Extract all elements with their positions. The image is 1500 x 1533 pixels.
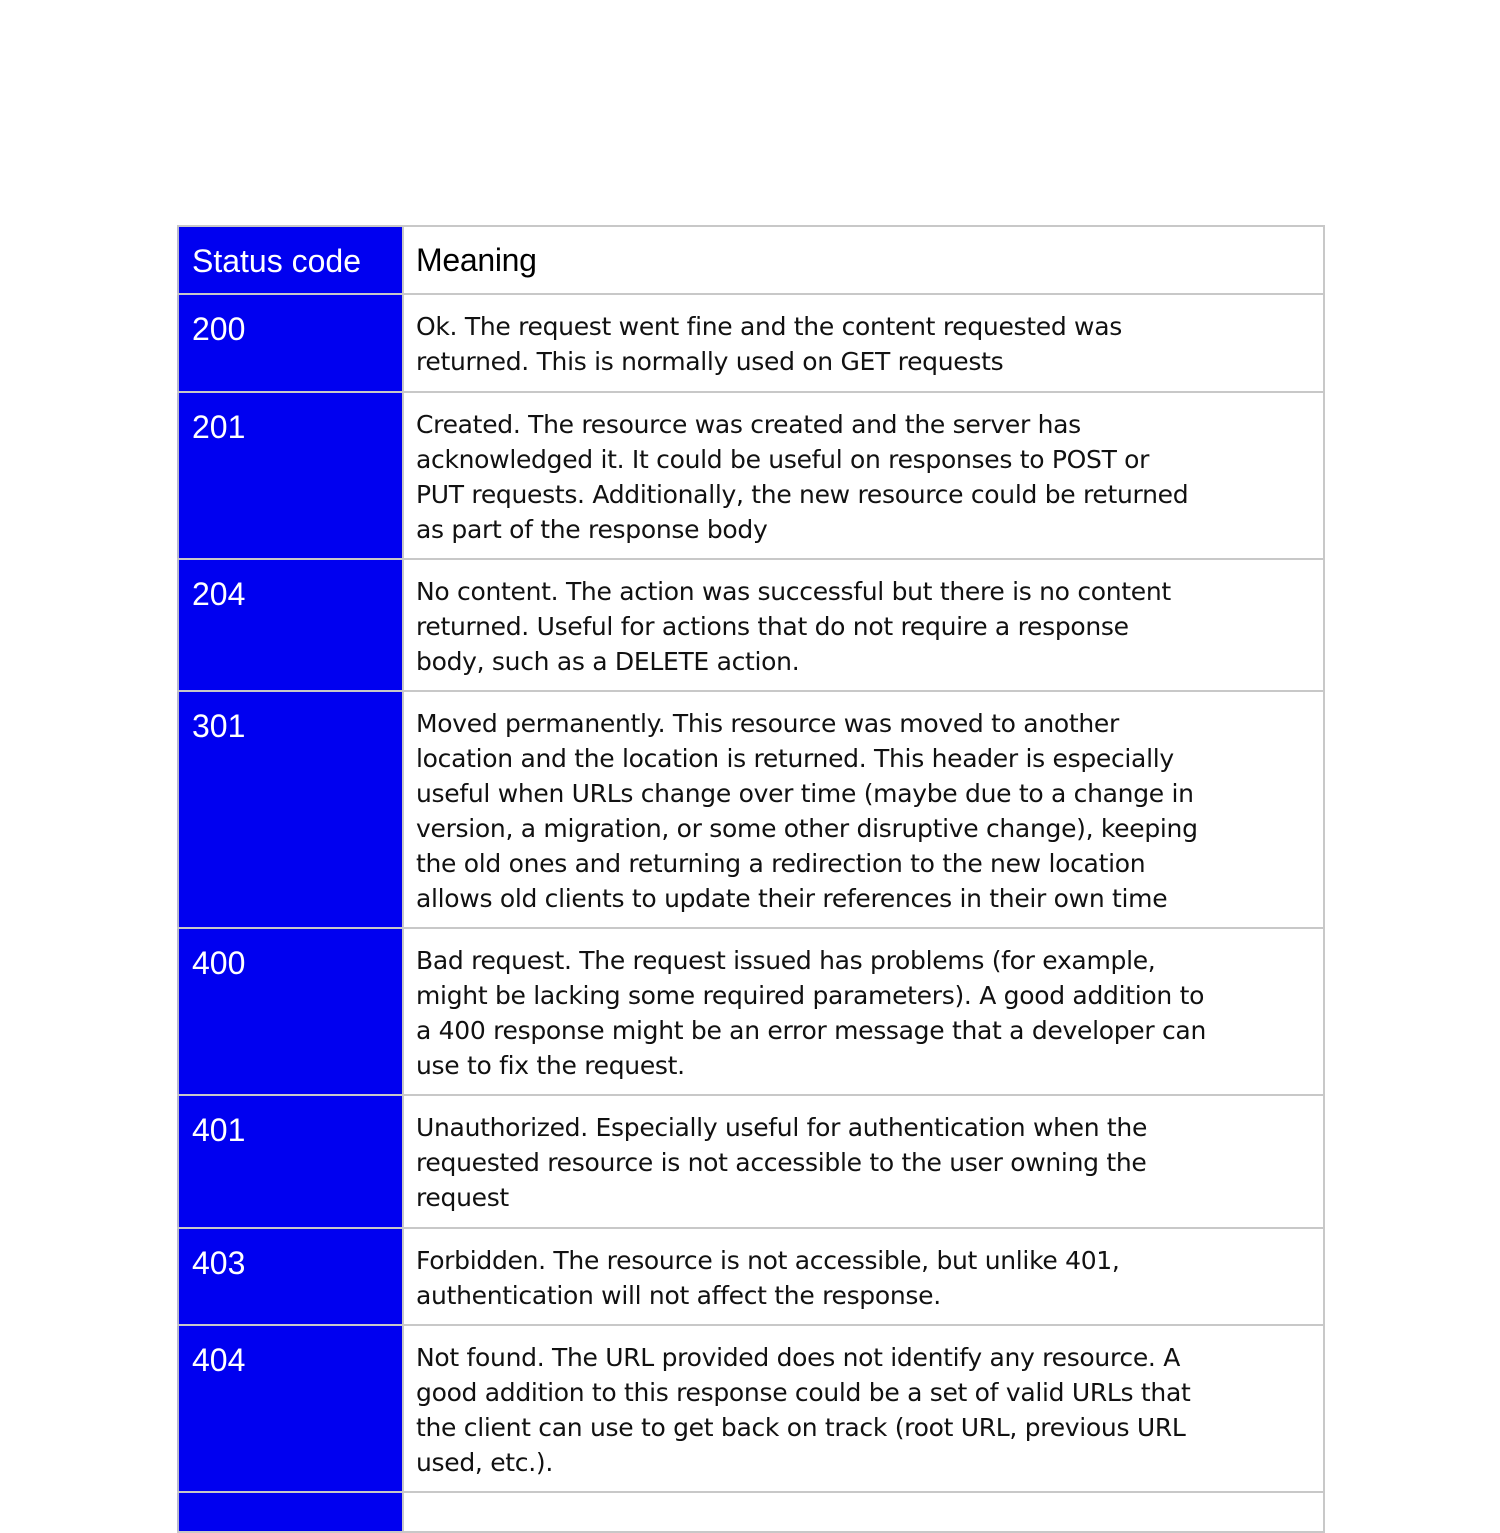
status-code-cell: 404 <box>177 1326 404 1491</box>
meaning-line: Bad request. The request issued has problems (for example, <box>416 946 1156 975</box>
status-code-table <box>177 225 1325 1533</box>
status-code-cell: 200 <box>177 295 404 391</box>
header-meaning: Meaning <box>404 227 1325 293</box>
table-row <box>177 295 1325 393</box>
meaning-line: returned. Useful for actions that do not require a response <box>416 612 1129 641</box>
meaning-line: used, etc.). <box>416 1448 553 1477</box>
table-row <box>177 1493 1325 1533</box>
status-code-cell <box>177 1493 404 1531</box>
status-code-cell: 401 <box>177 1096 404 1227</box>
meaning-line: Ok. The request went fine and the content requested was <box>416 312 1122 341</box>
meaning-cell <box>404 1493 1325 1531</box>
meaning-cell <box>404 692 1325 927</box>
table-row <box>177 929 1325 1096</box>
meaning-line: use to fix the request. <box>416 1051 685 1080</box>
meaning-line: returned. This is normally used on GET requests <box>416 347 1004 376</box>
meaning-line: Forbidden. The resource is not accessible, but unlike 401, <box>416 1246 1120 1275</box>
meaning-cell <box>404 1096 1325 1227</box>
meaning-line: useful when URLs change over time (maybe due to a change in <box>416 779 1194 808</box>
meaning-cell <box>404 929 1325 1094</box>
meaning-cell <box>404 1326 1325 1491</box>
table-row <box>177 1326 1325 1493</box>
table-row <box>177 1096 1325 1229</box>
table-row <box>177 393 1325 560</box>
status-code-cell: 403 <box>177 1229 404 1324</box>
meaning-line: Not found. The URL provided does not identify any resource. A <box>416 1343 1181 1372</box>
table-row <box>177 560 1325 692</box>
status-code-cell: 201 <box>177 393 404 558</box>
meaning-line: acknowledged it. It could be useful on responses to POST or <box>416 445 1150 474</box>
meaning-line: Moved permanently. This resource was moved to another <box>416 709 1119 738</box>
meaning-line: the old ones and returning a redirection to the new location <box>416 849 1146 878</box>
meaning-line: as part of the response body <box>416 515 768 544</box>
meaning-line: version, a migration, or some other disruptive change), keeping <box>416 814 1198 843</box>
meaning-line: PUT requests. Additionally, the new resource could be returned <box>416 480 1189 509</box>
meaning-line: No content. The action was successful but there is no content <box>416 577 1171 606</box>
meaning-line: a 400 response might be an error message that a developer can <box>416 1016 1207 1045</box>
meaning-line: request <box>416 1183 509 1212</box>
meaning-cell <box>404 560 1325 690</box>
meaning-cell <box>404 393 1325 558</box>
meaning-line: body, such as a DELETE action. <box>416 647 800 676</box>
meaning-line: location and the location is returned. This header is especially <box>416 744 1174 773</box>
status-code-cell: 301 <box>177 692 404 927</box>
meaning-line: Created. The resource was created and the server has <box>416 410 1081 439</box>
meaning-line: might be lacking some required parameters). A good addition to <box>416 981 1205 1010</box>
header-status-code: Status code <box>177 227 404 293</box>
meaning-line: the client can use to get back on track (root URL, previous URL <box>416 1413 1186 1442</box>
table-row <box>177 692 1325 929</box>
meaning-line: authentication will not affect the response. <box>416 1281 941 1310</box>
table-header-row <box>177 227 1325 295</box>
meaning-line: Unauthorized. Especially useful for authentication when the <box>416 1113 1148 1142</box>
meaning-cell <box>404 295 1325 391</box>
status-code-cell: 400 <box>177 929 404 1094</box>
table-row <box>177 1229 1325 1326</box>
status-code-cell: 204 <box>177 560 404 690</box>
meaning-line: good addition to this response could be a set of valid URLs that <box>416 1378 1191 1407</box>
meaning-line: requested resource is not accessible to the user owning the <box>416 1148 1147 1177</box>
meaning-line: allows old clients to update their references in their own time <box>416 884 1168 913</box>
meaning-cell <box>404 1229 1325 1324</box>
